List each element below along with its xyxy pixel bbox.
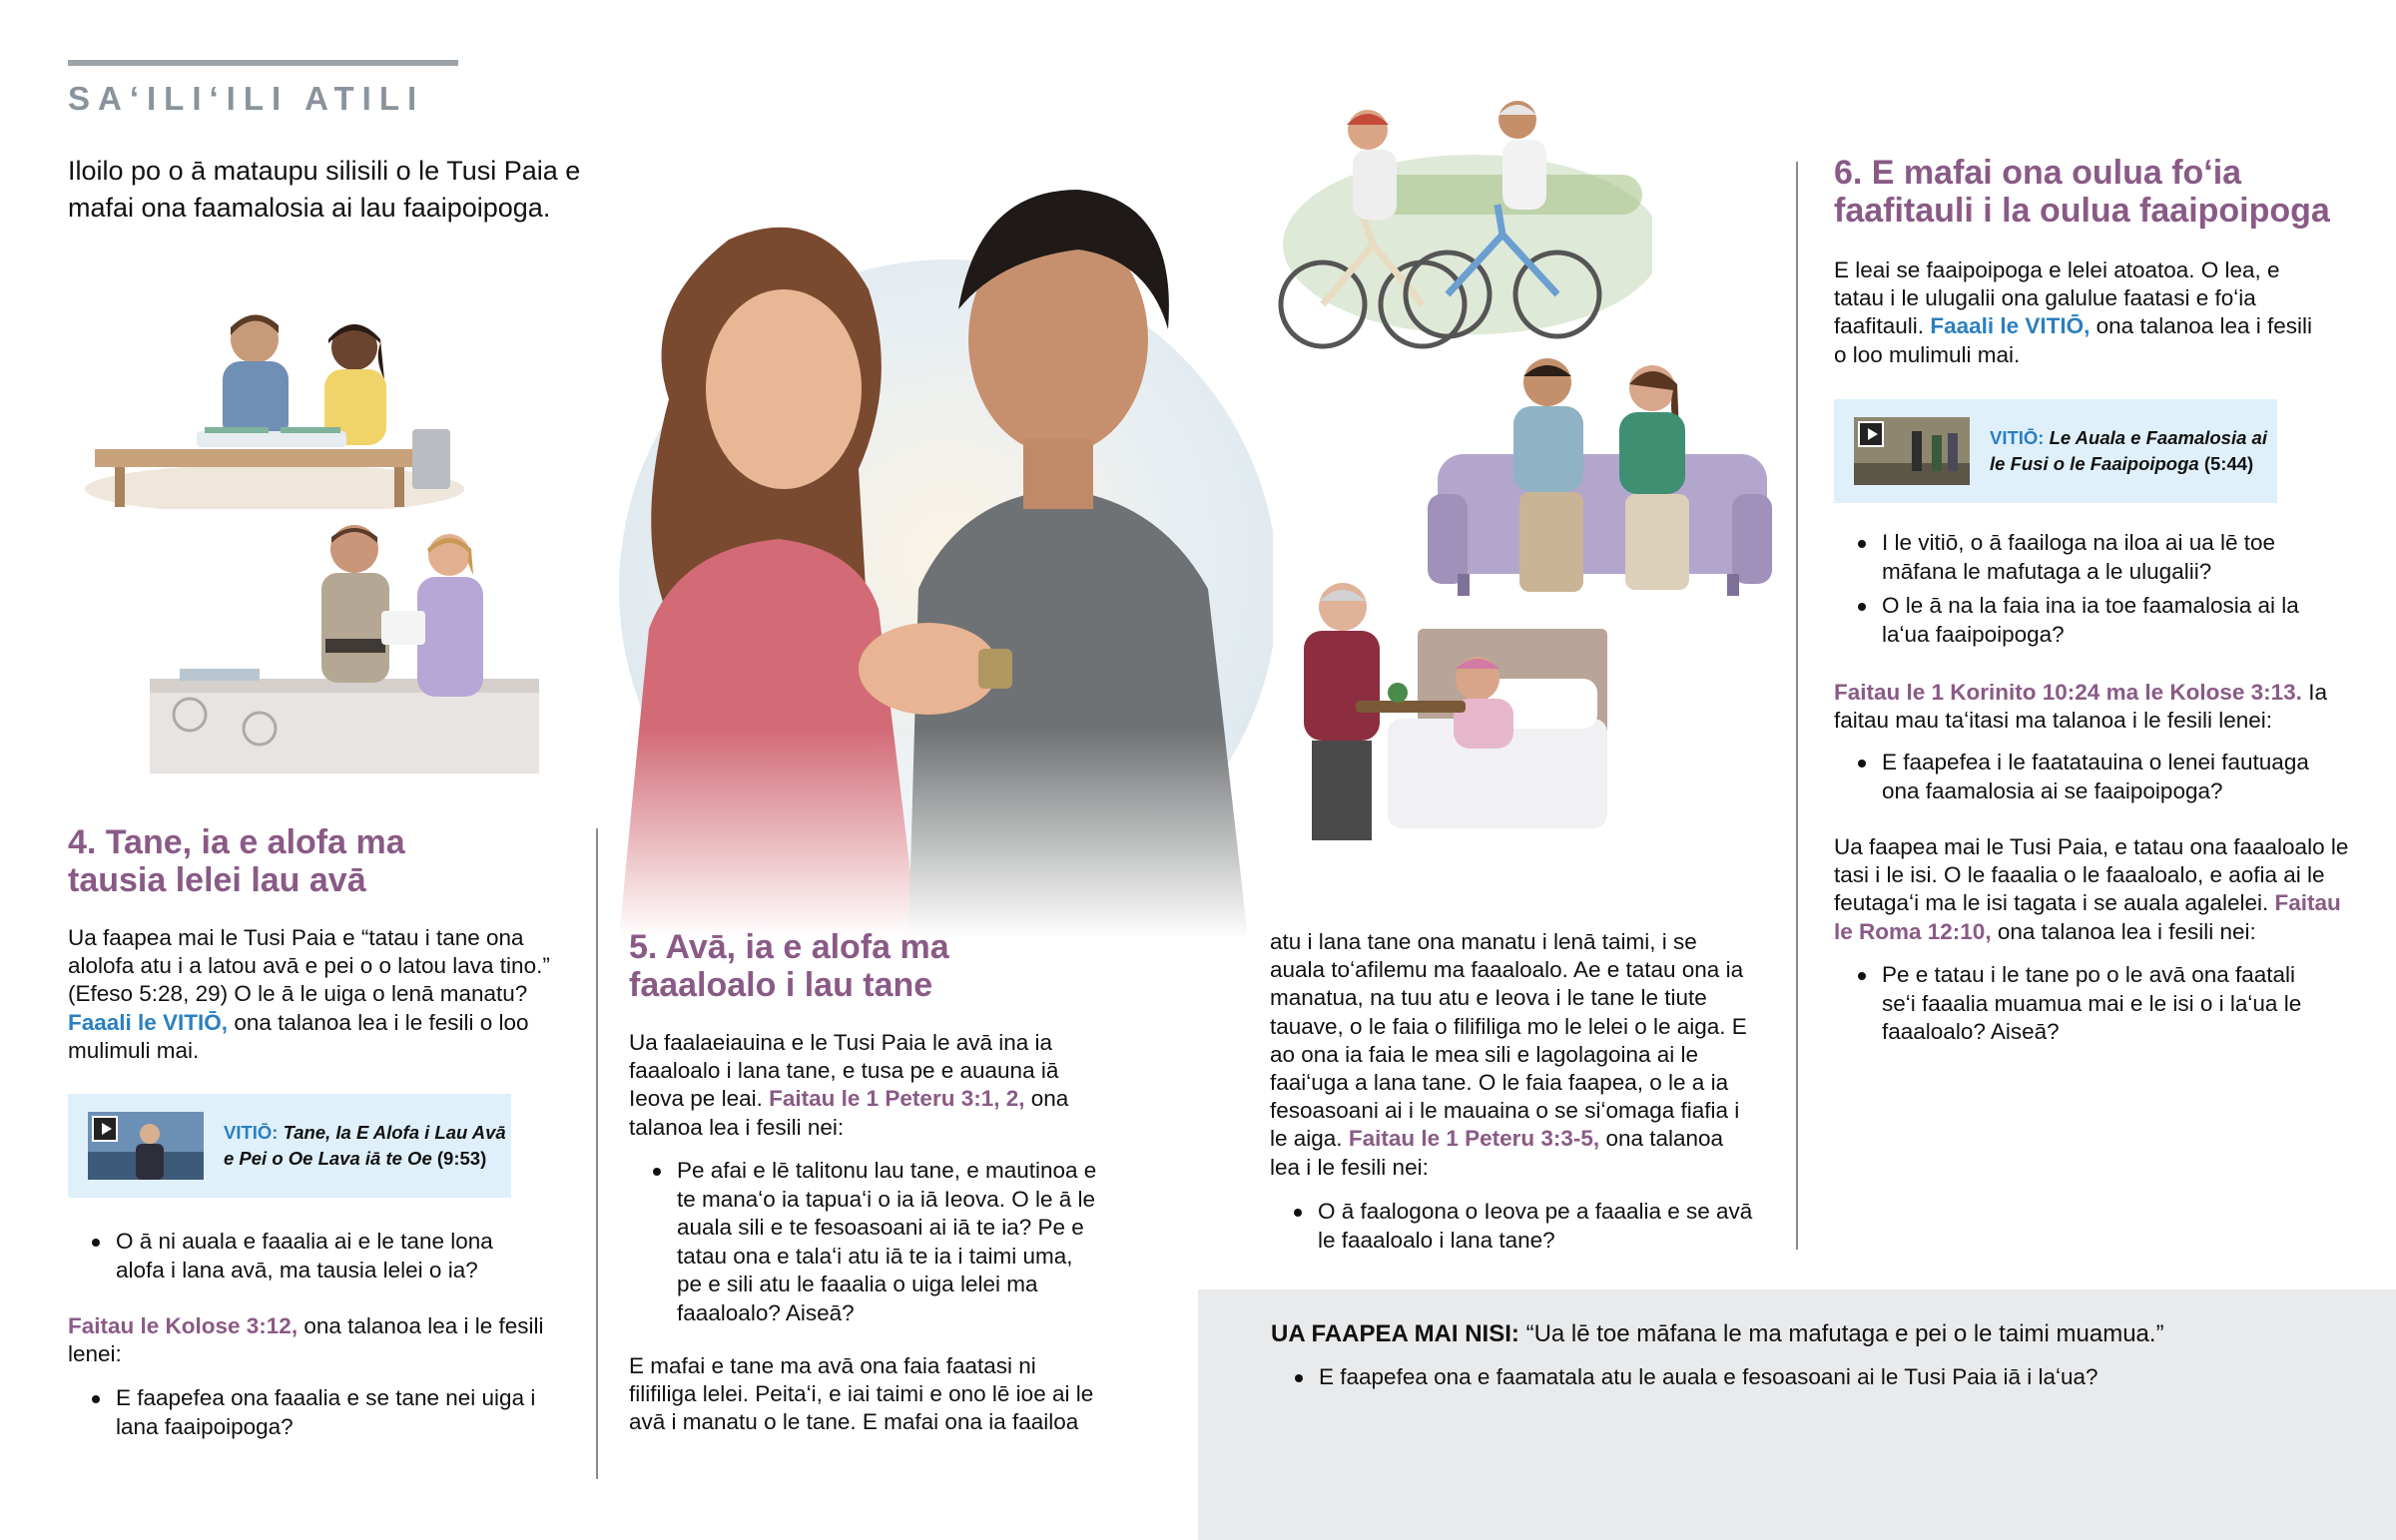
- section-4-paragraph: [68, 924, 567, 1065]
- video-duration: (5:44): [2203, 453, 2254, 474]
- video-label: VITIŌ:: [1990, 427, 2045, 448]
- section-5-text-rest: ona talanoa lea i fesili nei:: [629, 1086, 1069, 1140]
- section-4-bullets-1: [68, 1228, 537, 1290]
- husband-caring-illustration: [1268, 569, 1612, 843]
- column-divider-1: [596, 828, 598, 1479]
- section-4-video-box[interactable]: [68, 1094, 511, 1198]
- video-thumbnail[interactable]: [88, 1112, 204, 1180]
- list-item: O le ā na la faia ina ia toe faamalosia ai la laʻua faaipoipoga?: [1834, 592, 2323, 649]
- play-icon[interactable]: [1858, 421, 1884, 447]
- couple-cooking-illustration: [150, 519, 539, 773]
- section-6-video-box[interactable]: [1834, 399, 2277, 503]
- couple-cycling-illustration: [1253, 95, 1652, 359]
- scripture-reference[interactable]: Faitau le Roma 12:10,: [1834, 890, 2341, 944]
- section-5-paragraph: [629, 1029, 1098, 1142]
- scripture-reference[interactable]: Faitau le 1 Korinito 10:24 ma le Kolose 3:13.: [1834, 680, 2302, 705]
- couple-hero-illustration: [559, 170, 1273, 938]
- section-kicker: SAʻILIʻILI ATILI: [68, 80, 425, 117]
- section-6-paragraph: [1834, 257, 2313, 369]
- some-say-label: UA FAAPEA MAI NISI:: [1271, 1320, 1519, 1347]
- video-thumbnail[interactable]: [1854, 417, 1970, 485]
- header-rule: [68, 60, 458, 66]
- section-6-text: E leai se faaipoipoga e lelei atoatoa. O lea, e tatau i le ulugalii ona galulue faatasi e foʻia faafitauli.: [1834, 257, 2280, 339]
- section-6-bullets-2: [1834, 749, 2323, 811]
- video-title: Le Auala e Faamalosia ai le Fusi o le Faaipoipoga: [1990, 427, 2267, 474]
- section-5-heading: 5. Avā, ia e alofa ma faaaloalo i lau tane: [629, 928, 949, 1004]
- some-say-content: [1271, 1317, 2349, 1351]
- section-4-text-rest: ona talanoa lea i le fesili o loo mulimuli mai.: [68, 1009, 529, 1063]
- section-4-heading: 4. Tane, ia e alofa ma tausia lelei lau avā: [68, 823, 405, 899]
- section-4-text: Ua faapea mai le Tusi Paia e “tatau i tane ona alolofa atu i a latou avā e pei o o latou lava tino.” (Efeso 5:28, 29) O le ā le uiga o lenā manatu?: [68, 925, 550, 1007]
- section-6-heading: 6. E mafai ona oulua foʻia faafitauli i la oulua faaipoipoga: [1834, 154, 2330, 230]
- list-item: E faapefea ona faaalia e se tane nei uiga i lana faaipoipoga?: [68, 1384, 537, 1441]
- section-4-reading: [68, 1312, 547, 1368]
- list-item: Pe afai e lē talitonu lau tane, e mautinoa e te manaʻo ia tapuaʻi o ia iā Ieova. O le ā le auala sili e te fesoasoani ai iā te ia? Pe e tatau ona e talaʻi atu iā te ia i taimi uma, pe e sili atu le faaalia o uiga lelei ma faaaloalo? Aiseā?: [629, 1157, 1098, 1327]
- some-say-quote: “Ua lē toe māfana le ma mafutaga e pei o le taimi muamua.”: [1525, 1320, 2164, 1347]
- section-5-paragraph-2: E mafai e tane ma avā ona faia faatasi ni filifiliga lelei. Peitaʻi, e iai taimi e ono lē ioe ai le avā i manatu o le tane. E mafai ona ia faailoa: [629, 1353, 1094, 1435]
- list-item: O ā faalogona o Ieova pe a faaalia e se avā le faaaloalo i lana tane?: [1270, 1198, 1759, 1255]
- video-label: VITIŌ:: [224, 1122, 279, 1143]
- section-6-text-2-rest: ona talanoa lea i fesili nei:: [1997, 918, 2256, 944]
- list-item: E faapefea ona e faamatala atu le auala e fesoasoani ai le Tusi Paia iā i laʻua?: [1271, 1363, 2349, 1392]
- list-item: I le vitiō, o ā faailoga na iloa ai ua lē toe māfana le mafutaga a le ulugalii?: [1834, 529, 2323, 586]
- section-5-text-3-rest: ona talanoa lea i le fesili nei:: [1270, 1126, 1724, 1180]
- some-say-bullets: [1271, 1363, 2349, 1398]
- couple-studying-illustration: [85, 299, 464, 509]
- video-duration: (9:53): [436, 1148, 487, 1169]
- section-4-bullets-2: [68, 1384, 537, 1447]
- section-5-text: Ua faalaeiauina e le Tusi Paia le avā ina ia faaaloalo i lana tane, e tusa pe e auauna iā Ieova pe leai.: [629, 1030, 1059, 1112]
- section-5-paragraph-3: [1270, 928, 1749, 1182]
- section-5-bullets-2: [1270, 1198, 1759, 1261]
- column-divider-2: [1796, 162, 1798, 1250]
- section-6-bullets-1: [1834, 529, 2323, 655]
- play-icon[interactable]: [92, 1116, 118, 1142]
- section-5-text-3: atu i lana tane ona manatu i lenā taimi, i se auala toʻafilemu ma faaaloalo. Ae e tatau ona ia manatua, na tuu atu e Ieova i le tane le tiute tauave, o le faia o filifiliga mo le lelei o le aiga. E ao ona ia faia le mea sili e lagolagoina ai le faaiʻuga a lana tane. O le faia faapea, o le a ia fesoasoani ai i le mauaina o se siʻomaga fiafia i le aiga.: [1270, 929, 1747, 1152]
- section-6-reading: [1834, 679, 2343, 735]
- section-6-bullets-3: [1834, 961, 2323, 1053]
- couple-sofa-illustration: [1428, 354, 1772, 604]
- section-4-video-link[interactable]: Faaali le VITIŌ,: [68, 1009, 229, 1035]
- section-6-text-rest: ona talanoa lea i fesili o loo mulimuli mai.: [1834, 313, 2313, 367]
- section-6-text-2: Ua faapea mai le Tusi Paia, e tatau ona faaaloalo le tasi i le isi. O le faaalia o le faaaloalo, e aofia ai le feutagaʻi ma le isi tagata i se auala agalelei.: [1834, 834, 2349, 916]
- video-title: Tane, Ia E Alofa i Lau Avā e Pei o Oe Lava iā te Oe: [224, 1122, 506, 1169]
- scripture-reference[interactable]: Faitau le Kolose 3:12,: [68, 1313, 299, 1338]
- section-6-paragraph-2: [1834, 833, 2353, 946]
- scripture-reference[interactable]: Faitau le 1 Peteru 3:1, 2,: [769, 1086, 1025, 1112]
- list-item: O ā ni auala e faaalia ai e le tane lona alofa i lana avā, ma tausia lelei o ia?: [68, 1228, 537, 1284]
- section-5-bullets-1: [629, 1157, 1098, 1333]
- scripture-reference[interactable]: Faitau le 1 Peteru 3:3-5,: [1348, 1126, 1600, 1152]
- list-item: E faapefea i le faatatauina o lenei fautuaga ona faamalosia ai se faaipoipoga?: [1834, 749, 2323, 805]
- section-6-video-link[interactable]: Faaali le VITIŌ,: [1930, 313, 2091, 339]
- reading-instruction: Ia faitau mau taʻitasi ma talanoa i le fesili lenei:: [1834, 680, 2327, 734]
- intro-text: Iloilo po o ā mataupu silisili o le Tusi Paia e mafai ona faamalosia ai lau faaipoipoga.: [68, 156, 581, 223]
- list-item: Pe e tatau i le tane po o le avā ona faatali seʻi faaalia muamua mai e le isi o i laʻua le faaaloalo? Aiseā?: [1834, 961, 2323, 1047]
- reading-instruction: ona talanoa lea i le fesili lenei:: [68, 1313, 544, 1367]
